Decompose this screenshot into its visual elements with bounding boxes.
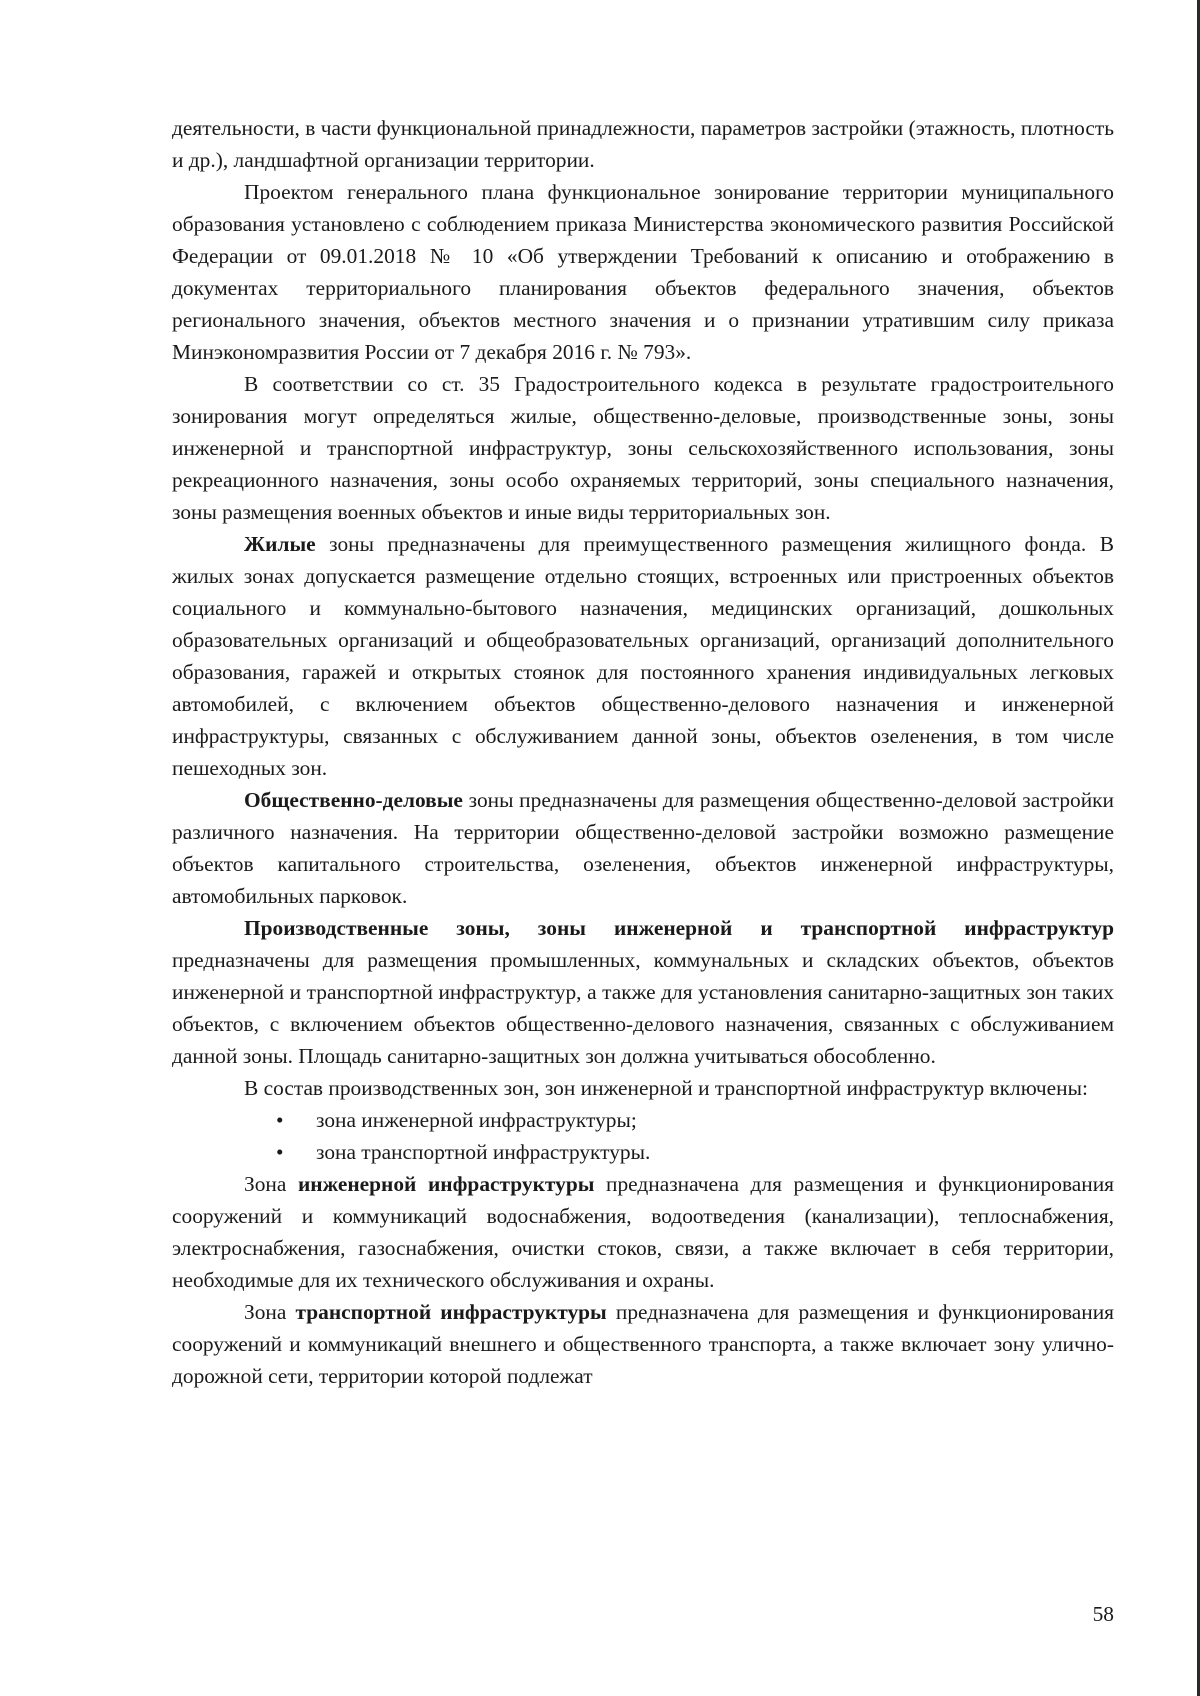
list-item <box>172 1104 1114 1136</box>
page-body <box>172 112 1114 1392</box>
production-description: предназначены для размещения промышленных, коммунальных и складских объектов, объектов инженерной и транспортной инфраструктур, а также для установления санитарно-защитных зон таких объектов, с включением объектов общественно-делового назначения, связанных с обслуживанием данной зоны. Площадь санитарно-защитных зон должна учитываться обособленно. <box>172 948 1114 1068</box>
business-description: зоны предназначены для размещения общественно-деловой застройки различного назначения. На территории общественно-деловой застройки возможно размещение объектов капитального строительства, озеленения, объектов инженерной инфраструктуры, автомобильных парковок. <box>172 788 1114 908</box>
engineering-description: предназначена для размещения и функционирования сооружений и коммуникаций водоснабжения, водоотведения (канализации), теплоснабжения, электроснабжения, газоснабжения, очистки стоков, связи, а также включает в себя территории, необходимые для их технического обслуживания и охраны. <box>172 1172 1114 1292</box>
paragraph-production-zones <box>172 912 1114 1072</box>
page-number: 58 <box>1092 1602 1114 1626</box>
term-residential: Жилые <box>244 532 316 556</box>
bullet-icon: • <box>276 1108 284 1132</box>
paragraph-engineering-zone <box>172 1168 1114 1296</box>
term-engineering: инженерной инфраструктуры <box>297 1172 595 1196</box>
paragraph-transport-zone <box>172 1296 1114 1392</box>
zone-list <box>172 1104 1114 1168</box>
list-item-text: зона транспортной инфраструктуры. <box>316 1140 651 1164</box>
paragraph-zoning-order: Проектом генерального плана функциональное зонирование территории муниципального образования установлено с соблюдением приказа Министерства экономического развития Российской Федерации от 09.01.2018 № 10 «Об утверждении Требований к описанию и отображению в документах территориального планирования объектов федерального значения, объектов регионального значения, объектов местного значения и о признании утратившим силу приказа Минэкономразвития России от 7 декабря 2016 г. № 793». <box>172 180 1114 364</box>
engineering-lead: Зона <box>244 1172 298 1196</box>
bullet-icon: • <box>276 1140 284 1164</box>
transport-description: предназначена для размещения и функционирования сооружений и коммуникаций внешнего и общественного транспорта, а также включает зону улично-дорожной сети, территории которой подлежат <box>172 1300 1114 1388</box>
term-transport: транспортной инфраструктуры <box>295 1300 607 1324</box>
paragraph-composition: В состав производственных зон, зон инженерной и транспортной инфраструктур включены: <box>244 1076 1088 1100</box>
paragraph-business-zones <box>172 784 1114 912</box>
paragraph-continuation: деятельности, в части функциональной принадлежности, параметров застройки (этажность, плотность и др.), ландшафтной организации территории. <box>172 116 1114 172</box>
paragraph-residential-zones <box>172 528 1114 784</box>
residential-description: зоны предназначены для преимущественного размещения жилищного фонда. В жилых зонах допускается размещение отдельно стоящих, встроенных или пристроенных объектов социального и коммунально-бытового назначения, медицинских организаций, дошкольных образовательных организаций и общеобразовательных организаций, организаций дополнительного образования, гаражей и открытых стоянок для постоянного хранения индивидуальных легковых автомобилей, с включением объектов общественно-делового назначения и инженерной инфраструктуры, связанных с обслуживанием данной зоны, объектов озеленения, в том числе пешеходных зон. <box>172 532 1114 780</box>
term-production: Производственные зоны, зоны инженерной и транспортной инфраструктур <box>244 916 1114 940</box>
list-item <box>172 1136 1114 1168</box>
transport-lead: Зона <box>244 1300 296 1324</box>
list-item-text: зона инженерной инфраструктуры; <box>316 1108 637 1132</box>
paragraph-zone-types: В соответствии со ст. 35 Градостроительного кодекса в результате градостроительного зонирования могут определяться жилые, общественно-деловые, производственные зоны, зоны инженерной и транспортной инфраструктур, зоны сельскохозяйственного использования, зоны рекреационного назначения, зоны особо охраняемых территорий, зоны специального назначения, зоны размещения военных объектов и иные виды территориальных зон. <box>172 372 1114 524</box>
term-business: Общественно-деловые <box>244 788 463 812</box>
